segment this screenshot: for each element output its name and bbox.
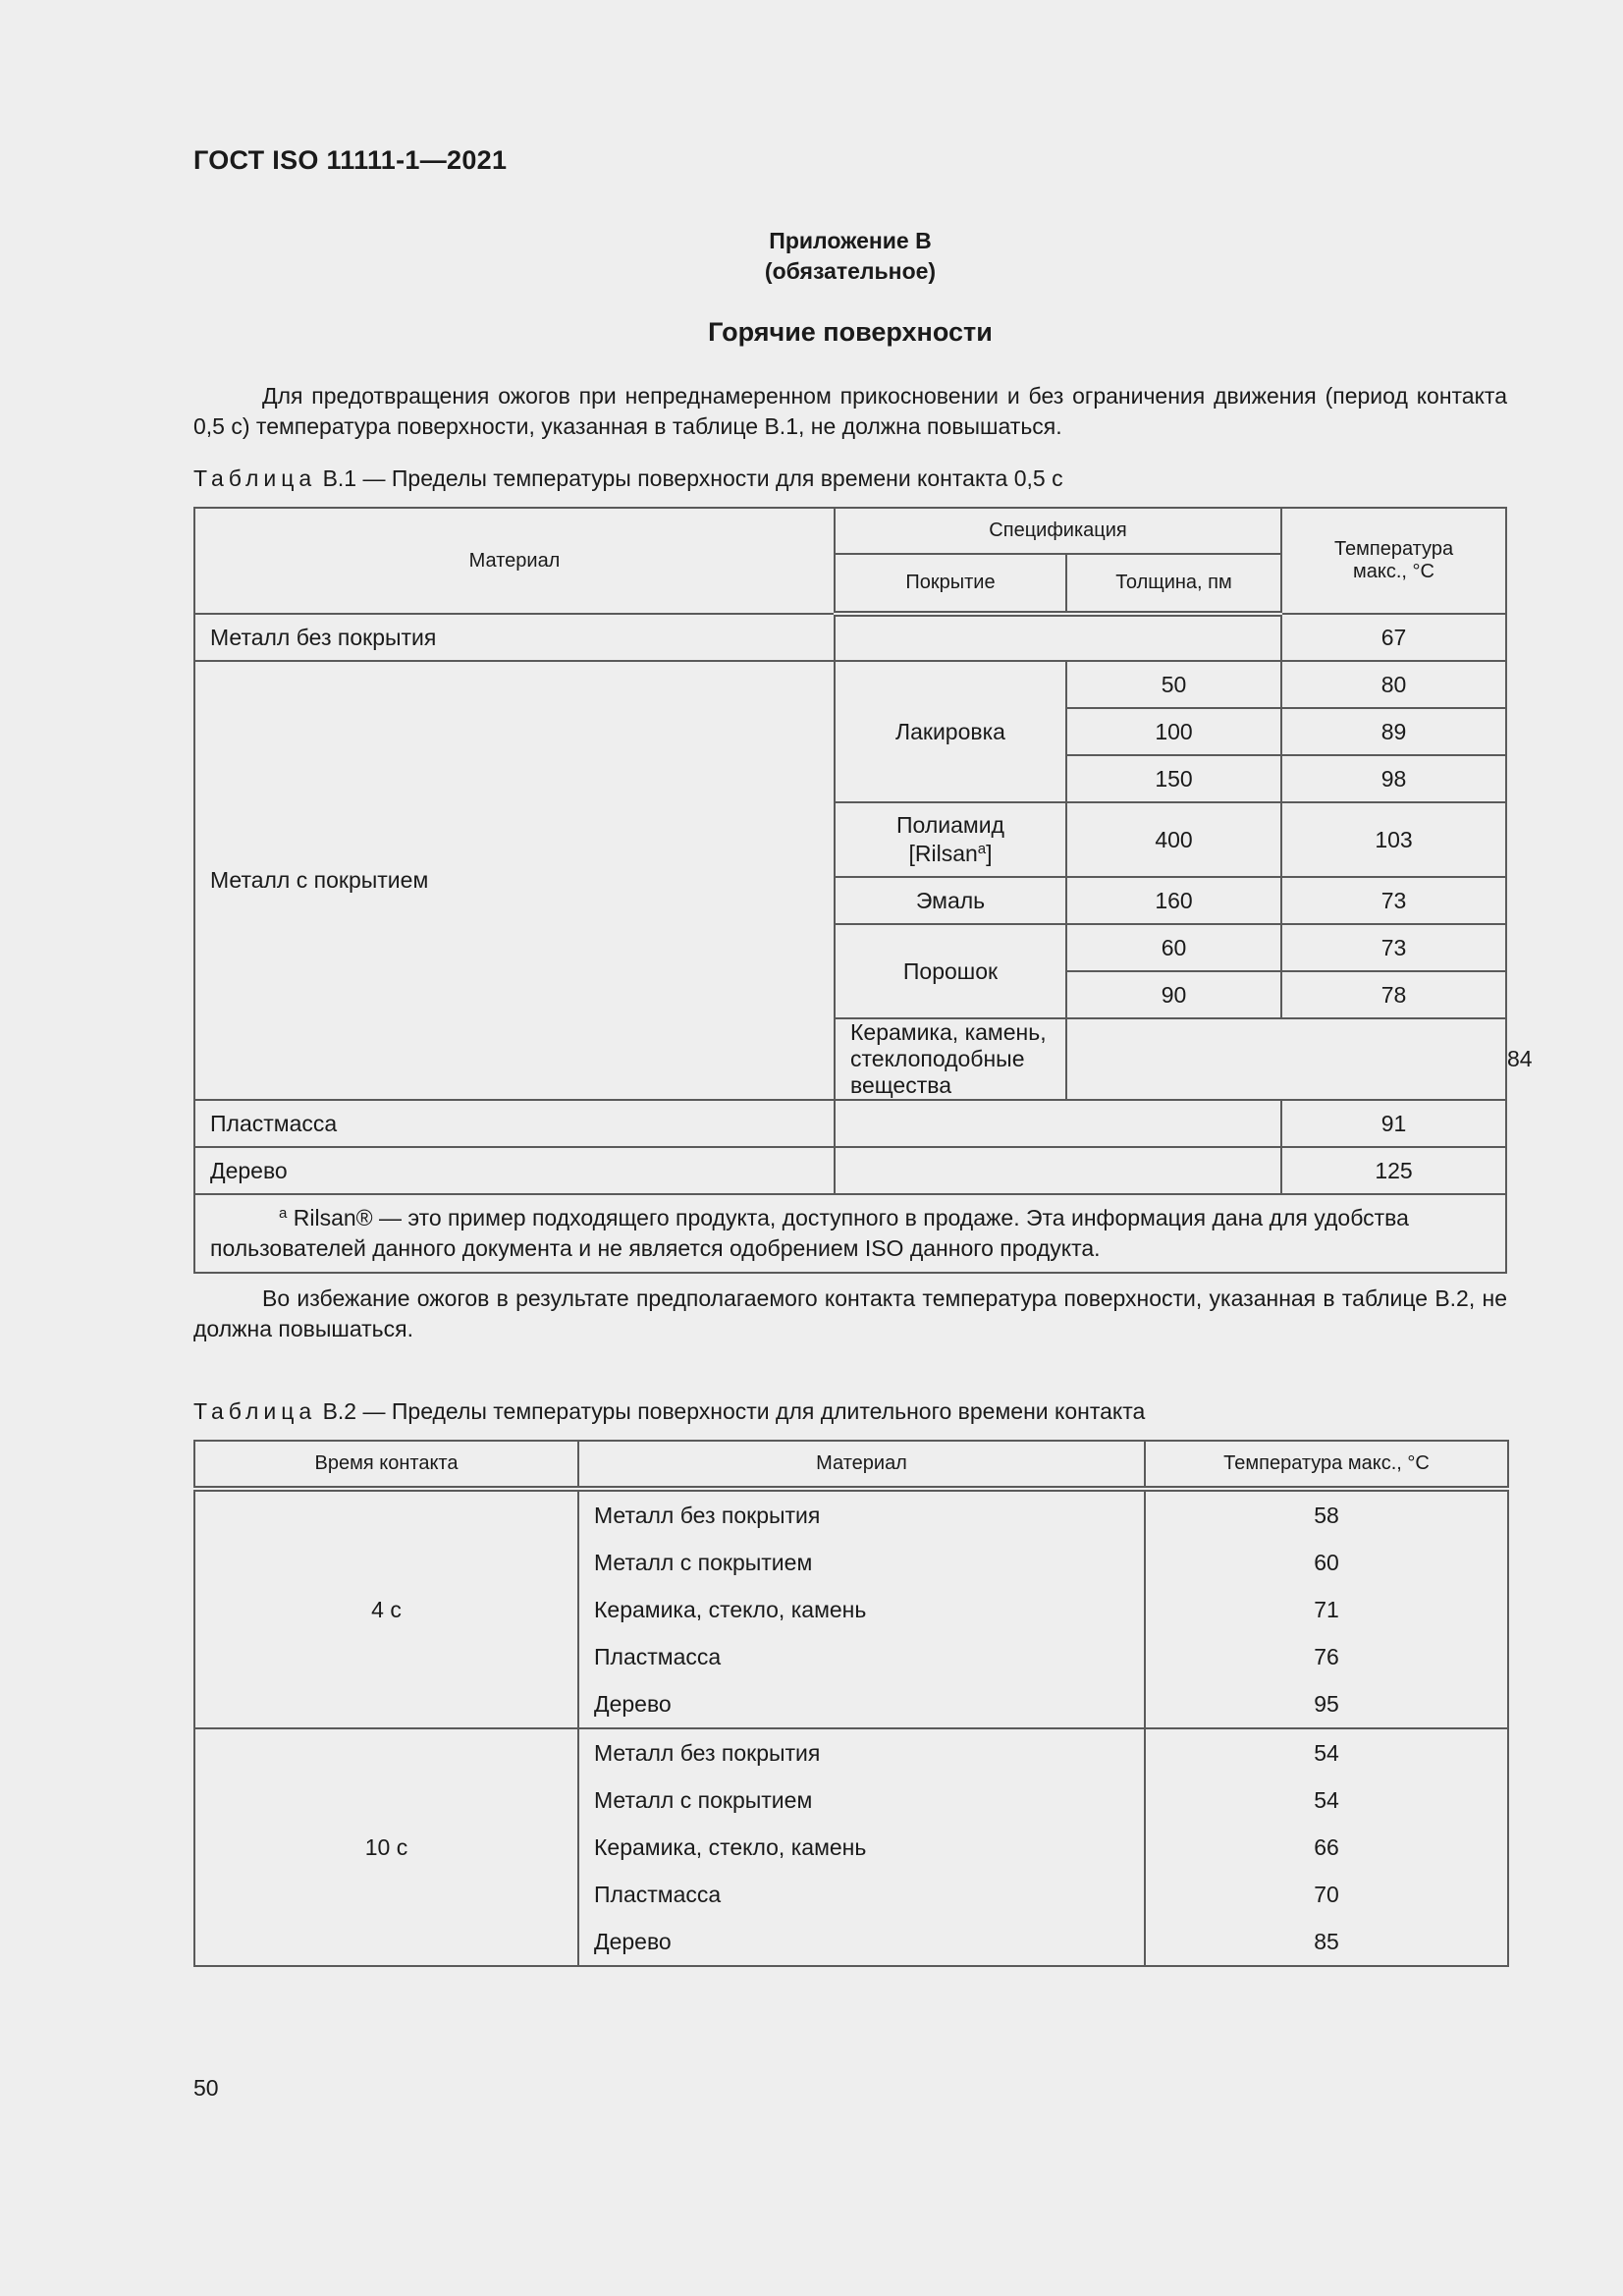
table1-footnote xyxy=(194,1194,1506,1273)
header-material: Материал xyxy=(578,1441,1145,1489)
temperature-cell: 70 xyxy=(1145,1871,1508,1918)
table-b2 xyxy=(193,1440,1509,1967)
thickness-cell: 50 xyxy=(1066,661,1281,708)
temperature-cell: 95 xyxy=(1145,1680,1508,1728)
temperature-cell: 80 xyxy=(1281,661,1506,708)
temperature-cell: 58 xyxy=(1145,1489,1508,1539)
coating-cell xyxy=(835,802,1066,877)
contact-time-cell: 10 с xyxy=(194,1728,578,1966)
material-cell: Дерево xyxy=(578,1680,1145,1728)
material-cell: Металл без покрытия xyxy=(578,1728,1145,1777)
table2-caption xyxy=(193,1398,1145,1425)
section-title: Горячие поверхности xyxy=(708,317,993,347)
temperature-cell: 103 xyxy=(1281,802,1506,877)
material-cell: Металл без покрытия xyxy=(194,614,835,661)
material-cell: Керамика, камень, стеклоподобные вещества xyxy=(835,1018,1066,1100)
table-row: Керамика, камень, стеклоподобные вещества 84 xyxy=(194,1018,1506,1100)
header-material: Материал xyxy=(194,508,835,614)
temperature-cell: 67 xyxy=(1281,614,1506,661)
material-cell: Металл с покрытием xyxy=(578,1539,1145,1586)
temperature-cell: 76 xyxy=(1145,1633,1508,1680)
table-b1 xyxy=(193,507,1533,1274)
table1-header-row xyxy=(194,508,1506,554)
empty-spec-cell xyxy=(1066,1018,1506,1100)
second-paragraph: Во избежание ожогов в результате предполагаемого контакта температура поверхности, указанная в таблице В.2, не должна повышаться. xyxy=(193,1285,1507,1341)
table-row xyxy=(194,614,1506,661)
material-cell: Металл с покрытием xyxy=(578,1777,1145,1824)
temperature-cell: 60 xyxy=(1145,1539,1508,1586)
thickness-cell: 150 xyxy=(1066,755,1281,802)
footnote-text: Rilsan® — это пример подходящего продукта, доступного в продаже. Эта информация дана для удобства пользователей данного документа и не является одобрением ISO данного продукта. xyxy=(210,1205,1409,1261)
intro-paragraph: Для предотвращения ожогов при непреднамеренном прикосновении и без ограничения движения (период контакта 0,5 с) температура поверхности, указанная в таблице В.1, не должна повышаться. xyxy=(193,383,1507,439)
annex-heading xyxy=(193,226,1507,287)
coating-line: Полиамид xyxy=(896,812,1004,838)
table-row xyxy=(194,661,1506,708)
table1-caption xyxy=(193,465,1063,492)
footnote-marker: a xyxy=(279,1205,288,1222)
thickness-cell: 90 xyxy=(1066,971,1281,1018)
empty-spec-cell xyxy=(835,1100,1281,1147)
footnote-marker: a xyxy=(977,841,987,857)
page-number: 50 xyxy=(193,2075,219,2101)
temperature-cell: 71 xyxy=(1145,1586,1508,1633)
temperature-cell: 54 xyxy=(1145,1728,1508,1777)
temperature-cell: 73 xyxy=(1281,924,1506,971)
table-row xyxy=(194,1489,1508,1539)
annex-title: Приложение В xyxy=(769,228,932,253)
empty-spec-cell xyxy=(835,1147,1281,1194)
empty-spec-cell xyxy=(835,614,1281,661)
temperature-cell: 73 xyxy=(1281,877,1506,924)
material-cell: Металл с покрытием xyxy=(194,661,835,1100)
thickness-cell: 160 xyxy=(1066,877,1281,924)
coating-cell: Эмаль xyxy=(835,877,1066,924)
table1-footnote-row xyxy=(194,1194,1506,1273)
temperature-cell: 78 xyxy=(1281,971,1506,1018)
header-specification: Спецификация xyxy=(835,508,1281,554)
thickness-cell: 100 xyxy=(1066,708,1281,755)
table-row xyxy=(194,1100,1506,1147)
table-row xyxy=(194,1147,1506,1194)
coating-line: [Rilsan xyxy=(908,841,978,866)
header-temperature: Температура макс., °С xyxy=(1281,508,1506,614)
header-contact-time: Время контакта xyxy=(194,1441,578,1489)
material-cell: Керамика, стекло, камень xyxy=(578,1824,1145,1871)
material-cell: Пластмасса xyxy=(578,1871,1145,1918)
material-cell: Пластмасса xyxy=(578,1633,1145,1680)
coating-cell: Лакировка xyxy=(835,661,1066,802)
temperature-cell: 98 xyxy=(1281,755,1506,802)
document-code: ГОСТ ISO 11111-1—2021 xyxy=(193,145,508,175)
table-row xyxy=(194,1728,1508,1777)
coating-line-end: ] xyxy=(986,841,993,866)
thickness-cell: 60 xyxy=(1066,924,1281,971)
header-temperature: Температура макс., °С xyxy=(1145,1441,1508,1489)
temperature-cell: 125 xyxy=(1281,1147,1506,1194)
contact-time-cell: 4 с xyxy=(194,1489,578,1728)
table1-caption-word: Таблица xyxy=(193,465,317,491)
table1-caption-text: В.1 — Пределы температуры поверхности для времени контакта 0,5 с xyxy=(322,465,1063,491)
header-thickness: Толщина, пм xyxy=(1066,554,1281,614)
table2-header-row xyxy=(194,1441,1508,1489)
table2-caption-word: Таблица xyxy=(193,1398,317,1424)
temperature-cell: 66 xyxy=(1145,1824,1508,1871)
material-cell: Керамика, стекло, камень xyxy=(578,1586,1145,1633)
temperature-cell: 54 xyxy=(1145,1777,1508,1824)
material-cell: Дерево xyxy=(578,1918,1145,1966)
material-cell: Пластмасса xyxy=(194,1100,835,1147)
thickness-cell: 400 xyxy=(1066,802,1281,877)
annex-status: (обязательное) xyxy=(764,258,937,284)
temperature-cell: 91 xyxy=(1281,1100,1506,1147)
table2-caption-text: В.2 — Пределы температуры поверхности для длительного времени контакта xyxy=(322,1398,1146,1424)
header-coating: Покрытие xyxy=(835,554,1066,614)
coating-cell: Порошок xyxy=(835,924,1066,1018)
temperature-cell: 89 xyxy=(1281,708,1506,755)
material-cell: Дерево xyxy=(194,1147,835,1194)
temperature-cell: 85 xyxy=(1145,1918,1508,1966)
material-cell: Металл без покрытия xyxy=(578,1489,1145,1539)
